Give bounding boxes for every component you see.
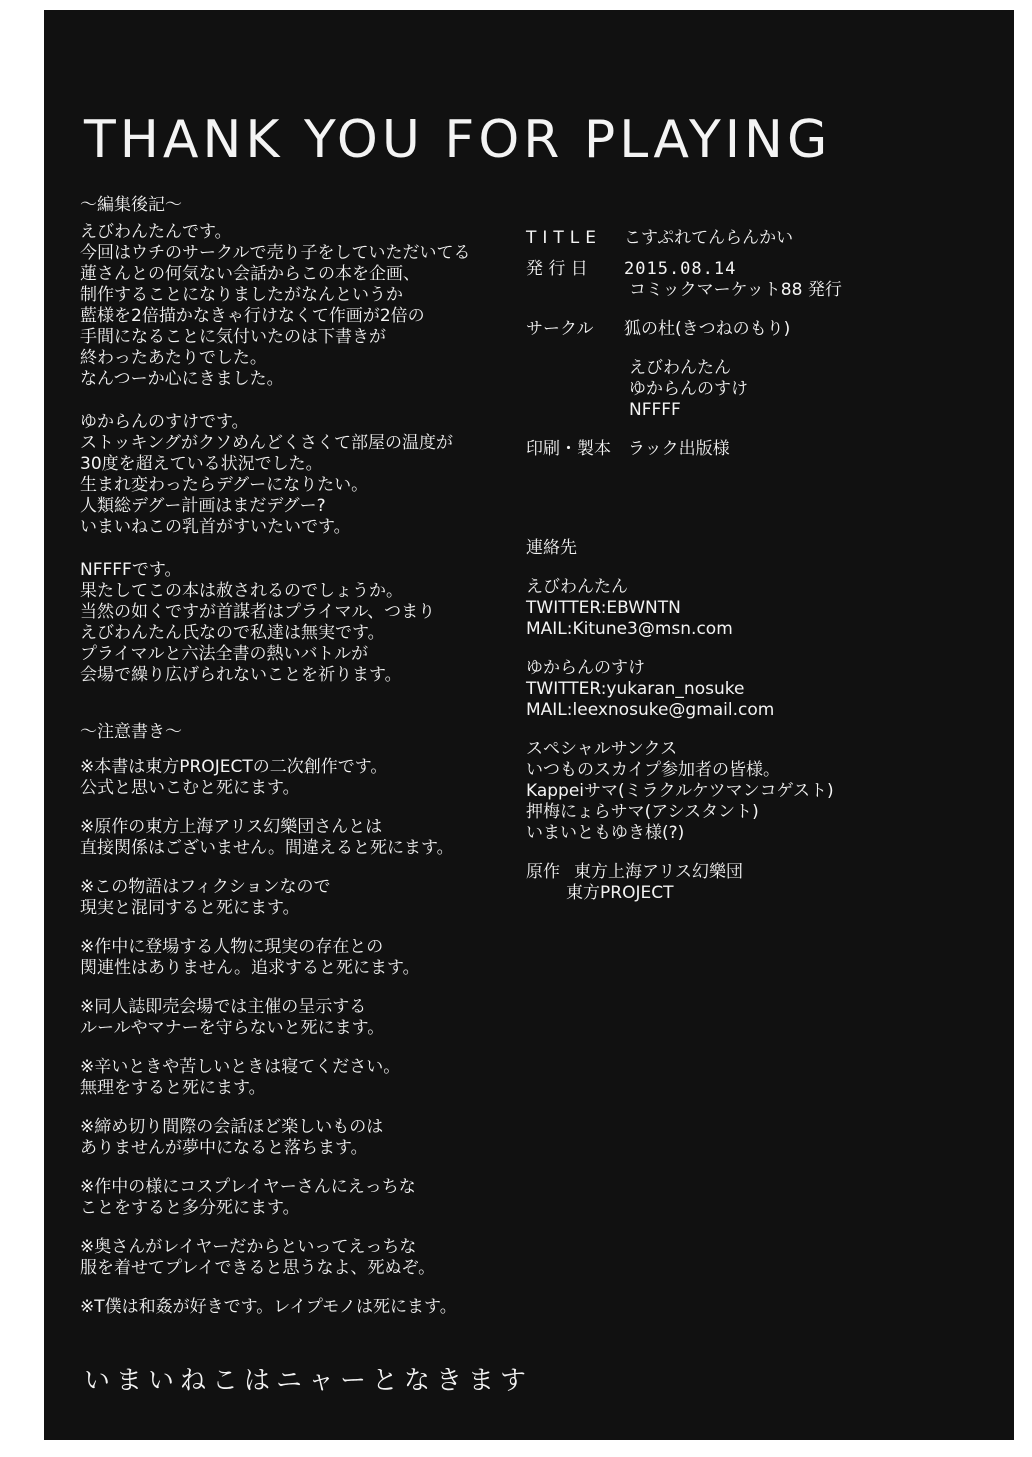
original-label: 原作	[526, 862, 560, 882]
text-line: 公式と思いこむと死にます。	[80, 778, 300, 798]
text-line: ※作中の様にコスプレイヤーさんにえっちな	[80, 1177, 416, 1197]
text-line: ※作中に登場する人物に現実の存在との	[80, 937, 384, 957]
text-line: ※締め切り間際の会話ほど楽しいものは	[80, 1117, 384, 1137]
note-3	[80, 877, 520, 919]
contact-name-2: ゆからんのすけ	[526, 658, 645, 678]
note-5	[80, 997, 520, 1039]
issue-label: 発 行 日	[526, 259, 588, 279]
text-line: 制作することになりましたがなんというか	[80, 285, 403, 305]
text-line: 関連性はありません。追求すると死にます。	[80, 958, 420, 978]
issue-event: コミックマーケット88 発行	[629, 280, 842, 300]
text-line: 生まれ変わったらデグーになりたい。	[80, 475, 369, 495]
left-column	[80, 195, 520, 1336]
text-line: えびわんたん氏なので私達は無実です。	[80, 623, 385, 643]
text-line: ストッキングがクソめんどくさくて部屋の温度が	[80, 433, 453, 453]
note-4	[80, 937, 520, 979]
print-label: 印刷・製本	[526, 439, 611, 459]
afterword-heading: 〜編集後記〜	[80, 195, 182, 215]
text-line: 果たしてこの本は赦されるのでしょうか。	[80, 581, 403, 601]
text-line: 現実と混同すると死にます。	[80, 898, 300, 918]
member-2: ゆからんのすけ	[629, 379, 748, 399]
note-7	[80, 1117, 520, 1159]
member-3: NFFFF	[629, 400, 681, 420]
text-line: 終わったあたりでした。	[80, 348, 267, 368]
footer-text: いまいねこはニャーとなきます	[84, 1366, 533, 1396]
text-line: プライマルと六法全書の熱いバトルが	[80, 644, 369, 664]
notes-heading: 〜注意書き〜	[80, 722, 182, 742]
circle-row	[526, 319, 1006, 340]
text-line: ゆからんのすけです。	[80, 412, 249, 432]
text-line: 会場で繰り広げられないことを祈ります。	[80, 665, 402, 685]
note-8	[80, 1177, 520, 1219]
note-9	[80, 1237, 520, 1279]
text-line: ※原作の東方上海アリス幻樂団さんとは	[80, 817, 383, 837]
contact-name-1: えびわんたん	[526, 577, 628, 597]
text-line: ありませんが夢中になると落ちます。	[80, 1138, 368, 1158]
text-line: 手間になることに気付いたのは下書きが	[80, 327, 386, 347]
text-line: ※本書は東方PROJECTの二次創作です。	[80, 757, 388, 777]
colophon-column	[526, 228, 1006, 904]
contact-mail-2: MAIL:leexnosuke@gmail.com	[526, 700, 775, 720]
title-row	[526, 228, 1006, 249]
circle-label: サークル	[526, 319, 594, 339]
text-line: 無理をすると死にます。	[80, 1078, 266, 1098]
afterword-paragraph-3	[80, 560, 520, 686]
afterword-paragraph-2	[80, 412, 520, 538]
text-line: 服を着せてプレイできると思うなよ、死ぬぞ。	[80, 1258, 436, 1278]
thanks-heading: スペシャルサンクス	[526, 739, 678, 759]
member-1: えびわんたん	[629, 358, 731, 378]
thanks-line: Kappeiサマ(ミラクルケツマンコゲスト)	[526, 781, 834, 801]
text-line: ※奥さんがレイヤーだからといってえっちな	[80, 1237, 417, 1257]
print-value: ラック出版様	[628, 439, 730, 459]
text-line: ルールやマナーを守らないと死にます。	[80, 1018, 385, 1038]
thanks-line: 押梅にょらサマ(アシスタント)	[526, 802, 759, 822]
contact-twitter-2: TWITTER:yukaran_nosuke	[526, 679, 745, 699]
print-row	[526, 439, 1006, 460]
text-line: ※辛いときや苦しいときは寝てください。	[80, 1057, 401, 1077]
text-line: ことをすると多分死にます。	[80, 1198, 300, 1218]
text-line: なんつーか心にきました。	[80, 369, 284, 389]
issue-row	[526, 259, 1006, 280]
text-line: 蓮さんとの何気ない会話からこの本を企画、	[80, 264, 420, 284]
text-line: 当然の如くですが首謀者はプライマル、つまり	[80, 602, 436, 622]
text-line: 人類総デグー計画はまだデグー?	[80, 496, 326, 516]
thanks-line: いまいともゆき様(?)	[526, 823, 685, 843]
original-project: 東方PROJECT	[566, 883, 674, 903]
text-line: ※同人誌即売会場では主催の呈示する	[80, 997, 367, 1017]
title-label: TITLE	[526, 228, 602, 248]
text-line: ※この物語はフィクションなので	[80, 877, 331, 897]
note-2	[80, 817, 520, 859]
spacer	[80, 708, 520, 722]
original-work: 東方上海アリス幻樂団	[574, 862, 743, 882]
contact-heading: 連絡先	[526, 538, 577, 558]
title-value: こすぷれてんらんかい	[624, 228, 794, 248]
page-title: THANK YOU FOR PLAYING	[84, 110, 832, 170]
note-1	[80, 757, 520, 799]
text-line: 今回はウチのサークルで売り子をしていただいてる	[80, 243, 471, 263]
text-line: 30度を超えている状況でした。	[80, 454, 323, 474]
page-sheet	[44, 10, 1014, 1440]
note-6	[80, 1057, 520, 1099]
text-line: ※T僕は和姦が好きです。レイプモノは死にます。	[80, 1297, 457, 1317]
text-line: いまいねこの乳首がすいたいです。	[80, 517, 351, 537]
text-line: 直接関係はございません。間違えると死にます。	[80, 838, 454, 858]
contact-mail-1: MAIL:Kitune3@msn.com	[526, 619, 733, 639]
note-10	[80, 1297, 520, 1318]
text-line: NFFFFです。	[80, 560, 182, 580]
original-row	[526, 862, 1006, 883]
issue-date: 2015.08.14	[624, 259, 737, 279]
circle-value: 狐の杜(きつねのもり)	[624, 319, 791, 339]
text-line: えびわんたんです。	[80, 222, 232, 242]
text-line: 藍様を2倍描かなきゃ行けなくて作画が2倍の	[80, 306, 425, 326]
contact-twitter-1: TWITTER:EBWNTN	[526, 598, 681, 618]
afterword-paragraph-1	[80, 222, 520, 390]
thanks-line: いつものスカイプ参加者の皆様。	[526, 760, 780, 780]
